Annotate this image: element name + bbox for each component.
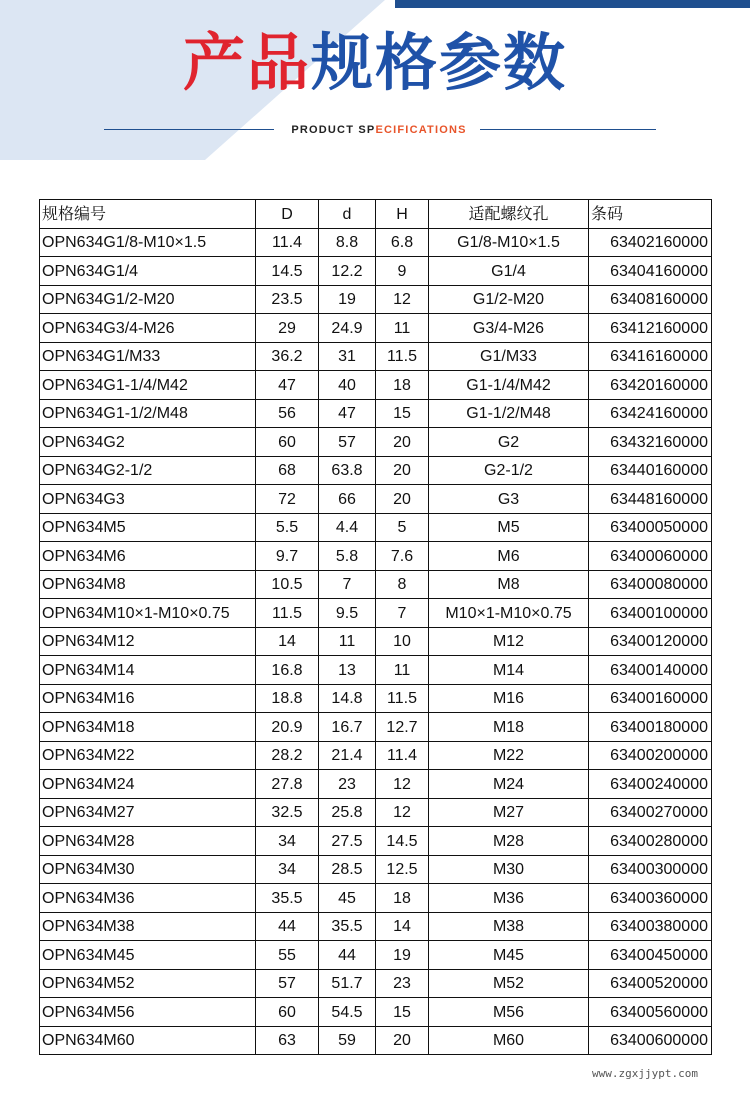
table-row [40,770,712,799]
cell-d-inner: 66 [319,485,376,514]
cell-height: 7.6 [376,542,429,571]
cell-d-inner: 23 [319,770,376,799]
cell-d-outer: 34 [256,855,319,884]
cell-height: 7 [376,599,429,628]
cell-height: 18 [376,371,429,400]
cell-thread: G1/8-M10×1.5 [429,228,589,257]
cell-spec-code: OPN634M38 [40,912,256,941]
cell-height: 8 [376,570,429,599]
cell-d-outer: 23.5 [256,285,319,314]
cell-d-outer: 11.4 [256,228,319,257]
cell-thread: M30 [429,855,589,884]
cell-d-outer: 35.5 [256,884,319,913]
cell-d-outer: 72 [256,485,319,514]
header-cell-d-inner: d [319,200,376,229]
cell-barcode: 63400080000 [589,570,712,599]
cell-d-outer: 34 [256,827,319,856]
cell-d-outer: 56 [256,399,319,428]
cell-spec-code: OPN634M5 [40,513,256,542]
title-blue-part: 规格参数 [311,26,568,99]
cell-thread: M56 [429,998,589,1027]
cell-height: 20 [376,428,429,457]
cell-height: 12 [376,770,429,799]
cell-thread: M18 [429,713,589,742]
table-row [40,941,712,970]
cell-barcode: 63400560000 [589,998,712,1027]
cell-d-outer: 11.5 [256,599,319,628]
cell-d-outer: 16.8 [256,656,319,685]
table-header-row [40,200,712,229]
table-row [40,969,712,998]
cell-barcode: 63400160000 [589,684,712,713]
cell-barcode: 63400200000 [589,741,712,770]
cell-d-outer: 14 [256,627,319,656]
subtitle-divider-left [104,129,274,130]
table-row [40,798,712,827]
cell-thread: M12 [429,627,589,656]
cell-d-outer: 47 [256,371,319,400]
cell-thread: G1-1/4/M42 [429,371,589,400]
cell-height: 18 [376,884,429,913]
cell-height: 11 [376,656,429,685]
header-cell-height: H [376,200,429,229]
table-row [40,827,712,856]
subtitle-orange-part: ECIFICATIONS [375,124,467,136]
cell-thread: M22 [429,741,589,770]
cell-spec-code: OPN634M12 [40,627,256,656]
cell-d-inner: 54.5 [319,998,376,1027]
cell-d-outer: 10.5 [256,570,319,599]
cell-height: 23 [376,969,429,998]
cell-thread: M28 [429,827,589,856]
cell-spec-code: OPN634M14 [40,656,256,685]
cell-spec-code: OPN634M30 [40,855,256,884]
cell-thread: G2-1/2 [429,456,589,485]
cell-d-inner: 7 [319,570,376,599]
cell-barcode: 63400240000 [589,770,712,799]
cell-d-outer: 68 [256,456,319,485]
cell-thread: M36 [429,884,589,913]
subtitle-dark-part: PRODUCT SP [291,124,376,136]
cell-height: 11.5 [376,684,429,713]
header-cell-thread: 适配螺纹孔 [429,200,589,229]
spec-table [39,199,712,1055]
table-row [40,713,712,742]
cell-d-outer: 20.9 [256,713,319,742]
cell-barcode: 63400520000 [589,969,712,998]
cell-spec-code: OPN634G1/4 [40,257,256,286]
cell-barcode: 63400380000 [589,912,712,941]
cell-barcode: 63424160000 [589,399,712,428]
header-cell-barcode: 条码 [589,200,712,229]
cell-spec-code: OPN634G3/4-M26 [40,314,256,343]
cell-thread: M27 [429,798,589,827]
cell-d-outer: 60 [256,998,319,1027]
cell-spec-code: OPN634M22 [40,741,256,770]
cell-barcode: 63400060000 [589,542,712,571]
cell-d-inner: 40 [319,371,376,400]
cell-d-inner: 59 [319,1026,376,1055]
table-row [40,485,712,514]
table-row [40,599,712,628]
table-row [40,285,712,314]
cell-height: 14.5 [376,827,429,856]
cell-height: 20 [376,1026,429,1055]
table-row [40,741,712,770]
cell-d-inner: 44 [319,941,376,970]
cell-d-inner: 31 [319,342,376,371]
cell-d-inner: 45 [319,884,376,913]
cell-barcode: 63448160000 [589,485,712,514]
watermark: www.zgxjjypt.com [592,1067,698,1080]
table-row [40,371,712,400]
table-row [40,342,712,371]
cell-barcode: 63400360000 [589,884,712,913]
cell-d-inner: 4.4 [319,513,376,542]
table-row [40,314,712,343]
cell-d-outer: 44 [256,912,319,941]
cell-thread: G2 [429,428,589,457]
cell-d-inner: 51.7 [319,969,376,998]
header-cell-d-outer: D [256,200,319,229]
cell-barcode: 63400270000 [589,798,712,827]
cell-barcode: 63400120000 [589,627,712,656]
cell-spec-code: OPN634G1/8-M10×1.5 [40,228,256,257]
cell-spec-code: OPN634M60 [40,1026,256,1055]
cell-spec-code: OPN634G1-1/2/M48 [40,399,256,428]
cell-barcode: 63400600000 [589,1026,712,1055]
cell-d-inner: 14.8 [319,684,376,713]
title-red-part: 产品 [182,26,311,99]
cell-d-inner: 35.5 [319,912,376,941]
cell-d-inner: 25.8 [319,798,376,827]
cell-barcode: 63440160000 [589,456,712,485]
cell-height: 12 [376,285,429,314]
cell-d-inner: 57 [319,428,376,457]
cell-d-inner: 11 [319,627,376,656]
cell-d-inner: 12.2 [319,257,376,286]
table-row [40,884,712,913]
cell-thread: M24 [429,770,589,799]
cell-barcode: 63400140000 [589,656,712,685]
cell-spec-code: OPN634G1/2-M20 [40,285,256,314]
cell-d-inner: 24.9 [319,314,376,343]
cell-height: 10 [376,627,429,656]
cell-barcode: 63400100000 [589,599,712,628]
cell-d-outer: 18.8 [256,684,319,713]
cell-thread: M14 [429,656,589,685]
cell-d-outer: 14.5 [256,257,319,286]
cell-height: 11.4 [376,741,429,770]
cell-d-inner: 5.8 [319,542,376,571]
subtitle [0,120,750,140]
cell-barcode: 63400280000 [589,827,712,856]
cell-d-inner: 28.5 [319,855,376,884]
cell-barcode: 63400180000 [589,713,712,742]
cell-d-inner: 21.4 [319,741,376,770]
cell-height: 5 [376,513,429,542]
cell-spec-code: OPN634M28 [40,827,256,856]
cell-spec-code: OPN634M8 [40,570,256,599]
cell-thread: M8 [429,570,589,599]
cell-d-inner: 27.5 [319,827,376,856]
cell-thread: G1-1/2/M48 [429,399,589,428]
cell-height: 14 [376,912,429,941]
cell-d-inner: 19 [319,285,376,314]
cell-barcode: 63408160000 [589,285,712,314]
cell-spec-code: OPN634M45 [40,941,256,970]
cell-barcode: 63432160000 [589,428,712,457]
table-row [40,399,712,428]
cell-barcode: 63402160000 [589,228,712,257]
cell-thread: M5 [429,513,589,542]
cell-spec-code: OPN634M24 [40,770,256,799]
cell-d-inner: 13 [319,656,376,685]
cell-d-outer: 60 [256,428,319,457]
cell-height: 15 [376,399,429,428]
cell-d-outer: 32.5 [256,798,319,827]
table-row [40,513,712,542]
cell-thread: M38 [429,912,589,941]
cell-d-outer: 36.2 [256,342,319,371]
subtitle-text [284,120,474,140]
cell-d-outer: 27.8 [256,770,319,799]
table-row [40,656,712,685]
cell-thread: M16 [429,684,589,713]
table-row [40,855,712,884]
subtitle-divider-right [480,129,656,130]
cell-spec-code: OPN634M52 [40,969,256,998]
cell-height: 12.7 [376,713,429,742]
table-row [40,456,712,485]
cell-barcode: 63420160000 [589,371,712,400]
cell-d-inner: 9.5 [319,599,376,628]
cell-thread: G1/2-M20 [429,285,589,314]
cell-height: 6.8 [376,228,429,257]
cell-d-outer: 5.5 [256,513,319,542]
cell-thread: M52 [429,969,589,998]
cell-thread: G3/4-M26 [429,314,589,343]
cell-height: 9 [376,257,429,286]
page-title [0,18,750,108]
cell-barcode: 63400300000 [589,855,712,884]
table-row [40,542,712,571]
cell-spec-code: OPN634M27 [40,798,256,827]
cell-spec-code: OPN634M18 [40,713,256,742]
cell-d-outer: 57 [256,969,319,998]
cell-spec-code: OPN634M36 [40,884,256,913]
cell-spec-code: OPN634G1/M33 [40,342,256,371]
cell-d-outer: 9.7 [256,542,319,571]
cell-spec-code: OPN634M56 [40,998,256,1027]
cell-barcode: 63416160000 [589,342,712,371]
cell-d-outer: 55 [256,941,319,970]
cell-thread: M10×1-M10×0.75 [429,599,589,628]
cell-height: 11.5 [376,342,429,371]
cell-thread: M45 [429,941,589,970]
cell-height: 20 [376,456,429,485]
cell-height: 20 [376,485,429,514]
cell-barcode: 63412160000 [589,314,712,343]
cell-d-outer: 29 [256,314,319,343]
table-row [40,1026,712,1055]
cell-spec-code: OPN634M6 [40,542,256,571]
table-row [40,912,712,941]
cell-d-inner: 8.8 [319,228,376,257]
cell-d-inner: 63.8 [319,456,376,485]
cell-thread: M60 [429,1026,589,1055]
table-row [40,998,712,1027]
cell-thread: G3 [429,485,589,514]
cell-height: 12 [376,798,429,827]
cell-height: 19 [376,941,429,970]
table-row [40,428,712,457]
cell-barcode: 63400050000 [589,513,712,542]
cell-thread: M6 [429,542,589,571]
cell-height: 11 [376,314,429,343]
cell-spec-code: OPN634G2 [40,428,256,457]
cell-spec-code: OPN634M10×1-M10×0.75 [40,599,256,628]
cell-d-inner: 47 [319,399,376,428]
cell-height: 15 [376,998,429,1027]
table-row [40,570,712,599]
cell-d-inner: 16.7 [319,713,376,742]
cell-spec-code: OPN634G2-1/2 [40,456,256,485]
cell-d-outer: 63 [256,1026,319,1055]
cell-spec-code: OPN634G3 [40,485,256,514]
cell-thread: G1/4 [429,257,589,286]
cell-spec-code: OPN634M16 [40,684,256,713]
cell-height: 12.5 [376,855,429,884]
cell-barcode: 63404160000 [589,257,712,286]
header-cell-spec-code: 规格编号 [40,200,256,229]
cell-d-outer: 28.2 [256,741,319,770]
table-row [40,684,712,713]
table-row [40,257,712,286]
cell-barcode: 63400450000 [589,941,712,970]
table-row [40,627,712,656]
table-row [40,228,712,257]
cell-spec-code: OPN634G1-1/4/M42 [40,371,256,400]
cell-thread: G1/M33 [429,342,589,371]
